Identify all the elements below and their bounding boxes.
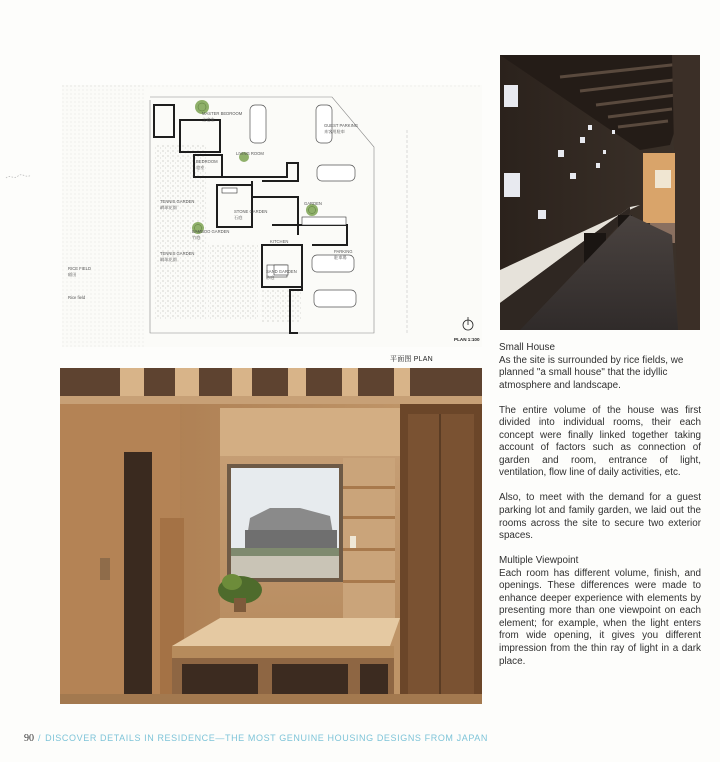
label-parking-jp: 駐車場 [334, 255, 347, 260]
label-bedroom: BEDROOM [196, 159, 218, 164]
label-sand-garden: SAND GARDEN [266, 269, 297, 274]
paragraph-4: Each room has different volume, finish, and openings. These differences were made to enhance deeper experience with elements by presenting more than one viewpoint on each element; for example, when the light enters from wide opening, it gives you different impression from the thin ray of light in a dark place. [499, 567, 701, 667]
plan-caption: 平面图 PLAN [390, 356, 433, 363]
label-garden: GARDEN [304, 201, 322, 206]
footer-series-title: DISCOVER DETAILS IN RESIDENCE—THE MOST GENUINE HOUSING DESIGNS FROM JAPAN [45, 733, 488, 743]
label-bamboo-garden-jp: 竹庭 [192, 235, 201, 240]
photo-wooden-room [60, 368, 482, 704]
label-kitchen: KITCHEN [270, 239, 289, 244]
north-arrow-icon [463, 317, 473, 330]
heading-multiple-viewpoint: Multiple Viewpoint [499, 555, 579, 567]
paragraph-2: The entire volume of the house was first divided into individual rooms, their each concept were finally linked together taking account of factors such as connection of garden and room, entrance of light, ventilation, flow line of daily activities, etc. [499, 404, 701, 479]
label-guest-parking-jp: 来客用駐車 [324, 129, 345, 134]
heading-small-house: Small House [499, 342, 555, 353]
margin-scribble [4, 170, 34, 184]
label-tennis-garden-2: TENNIS GARDEN [160, 251, 195, 256]
label-stone-garden-jp: 石庭 [234, 215, 243, 220]
floor-plan [62, 85, 482, 347]
label-master-bedroom: MASTER BEDROOM [202, 111, 243, 116]
page-footer [24, 733, 488, 744]
label-living-room: LIVING ROOM [236, 151, 264, 156]
photo-corridor [500, 55, 700, 330]
label-bamboo-garden: BAMBOO GARDEN [192, 229, 230, 234]
label-parking: PARKING [334, 249, 353, 254]
label-sand-garden-jp: 砂庭 [266, 275, 275, 280]
body-text-column [499, 342, 701, 681]
label-rice-field: RICE FIELD [68, 266, 92, 271]
paragraph-1: As the site is surrounded by rice fields, we planned "a small house" that the idyllic atmosphere and landscape. [499, 354, 684, 391]
label-tennis-garden-jp: 網球花園 [160, 205, 177, 210]
label-rice-field-jp: 稲田 [68, 272, 77, 277]
label-tennis-garden: TENNIS GARDEN [160, 199, 195, 204]
label-guest-parking: GUEST PARKING [324, 123, 359, 128]
plan-scale: PLAN 1:100 [454, 337, 480, 342]
label-tennis-garden-2-jp: 網球花園 [160, 257, 177, 262]
paragraph-3: Also, to meet with the demand for a guest parking lot and family garden, we laid out the rooms across the site to secure two exterior spaces. [499, 492, 701, 542]
label-stone-garden: STONE GARDEN [234, 209, 268, 214]
label-rice-field-small: Rice field [68, 295, 86, 300]
page-number: 90 [24, 733, 34, 744]
footer-separator: / [38, 733, 42, 743]
label-master-bedroom-jp: 主寝室 [202, 117, 215, 122]
label-bedroom-jp: 寝室 [196, 165, 205, 170]
